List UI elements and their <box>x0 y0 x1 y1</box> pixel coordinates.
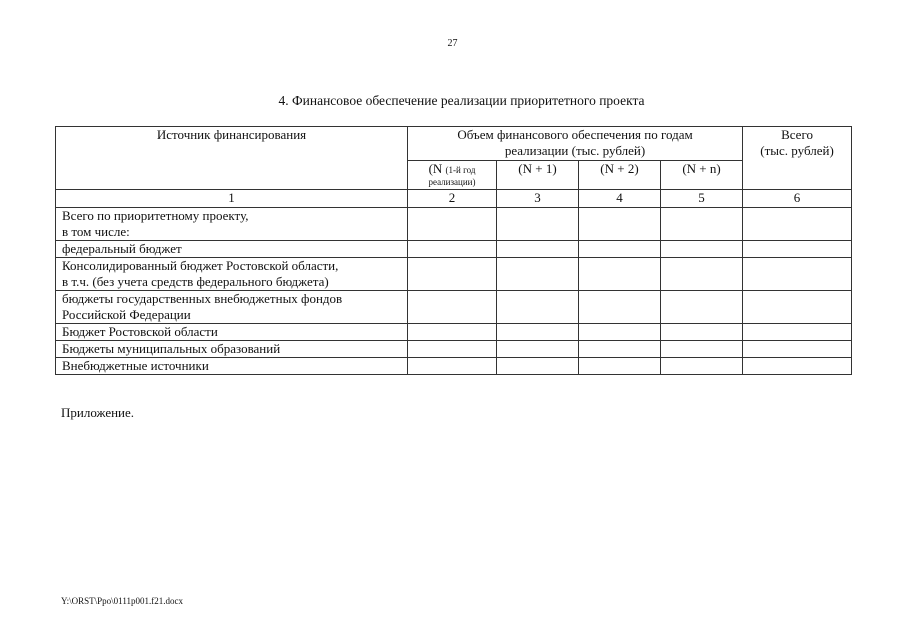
empty-value-cell <box>579 341 661 358</box>
row-label <box>56 324 408 341</box>
table-row <box>56 291 852 324</box>
empty-value-cell <box>661 208 743 241</box>
empty-value-cell <box>579 258 661 291</box>
row-label <box>56 291 408 324</box>
empty-value-cell <box>408 324 497 341</box>
header-year-1-note-line1: (1-й год <box>445 165 476 175</box>
empty-value-cell <box>579 358 661 375</box>
empty-value-cell <box>743 291 852 324</box>
column-number: 2 <box>408 190 497 208</box>
empty-value-cell <box>661 291 743 324</box>
row-label-line1: Внебюджетные источники <box>62 358 209 373</box>
empty-value-cell <box>743 324 852 341</box>
header-year-2: (N + 1) <box>497 161 579 190</box>
row-label <box>56 208 408 241</box>
header-year-3: (N + 2) <box>579 161 661 190</box>
empty-value-cell <box>579 324 661 341</box>
header-volume <box>408 127 743 161</box>
header-source-label: Источник финансирования <box>156 127 307 142</box>
empty-value-cell <box>743 358 852 375</box>
empty-value-cell <box>661 258 743 291</box>
row-label <box>56 358 408 375</box>
row-label <box>56 258 408 291</box>
empty-value-cell <box>408 258 497 291</box>
row-label-line2: в т.ч. (без учета средств федерального бюджета) <box>62 274 329 289</box>
column-number: 3 <box>497 190 579 208</box>
attachment-label: Приложение. <box>61 405 135 420</box>
table-row <box>56 341 852 358</box>
empty-value-cell <box>743 208 852 241</box>
empty-value-cell <box>497 258 579 291</box>
column-number: 5 <box>661 190 743 208</box>
row-label <box>56 241 408 258</box>
empty-value-cell <box>497 341 579 358</box>
empty-value-cell <box>743 258 852 291</box>
header-year-4: (N + n) <box>661 161 743 190</box>
header-year-1 <box>408 161 497 190</box>
table-row <box>56 208 852 241</box>
table-row <box>56 258 852 291</box>
header-volume-line1: Объем финансового обеспечения по годам <box>457 127 693 142</box>
row-label-line1: федеральный бюджет <box>62 241 182 256</box>
section-title: 4. Финансовое обеспечение реализации приоритетного проекта <box>278 93 645 108</box>
empty-value-cell <box>579 241 661 258</box>
header-total <box>743 127 852 190</box>
table-row <box>56 324 852 341</box>
empty-value-cell <box>743 241 852 258</box>
header-year-1-note-line2: реализации) <box>428 177 476 187</box>
header-total-line2: (тыс. рублей) <box>760 143 834 158</box>
empty-value-cell <box>497 291 579 324</box>
empty-value-cell <box>497 324 579 341</box>
header-source <box>56 127 408 190</box>
empty-value-cell <box>497 241 579 258</box>
table-row <box>56 358 852 375</box>
empty-value-cell <box>579 291 661 324</box>
row-label <box>56 341 408 358</box>
empty-value-cell <box>661 241 743 258</box>
funding-table <box>55 126 852 375</box>
empty-value-cell <box>497 358 579 375</box>
empty-value-cell <box>743 341 852 358</box>
empty-value-cell <box>661 341 743 358</box>
empty-value-cell <box>408 208 497 241</box>
column-number-row <box>56 190 852 208</box>
page-number: 27 <box>447 38 458 49</box>
header-volume-line2: реализации (тыс. рублей) <box>504 143 646 158</box>
empty-value-cell <box>408 241 497 258</box>
row-label-line2: в том числе: <box>62 224 130 239</box>
column-number: 4 <box>579 190 661 208</box>
empty-value-cell <box>661 324 743 341</box>
row-label-line1: Бюджет Ростовской области <box>62 324 218 339</box>
column-number: 1 <box>56 190 408 208</box>
column-number: 6 <box>743 190 852 208</box>
row-label-line2: Российской Федерации <box>62 307 191 322</box>
empty-value-cell <box>497 208 579 241</box>
file-path: Y:\ORST\Ppo\0111p001.f21.docx <box>61 596 184 606</box>
empty-value-cell <box>408 291 497 324</box>
empty-value-cell <box>408 358 497 375</box>
empty-value-cell <box>408 341 497 358</box>
row-label-line1: Всего по приоритетному проекту, <box>62 208 249 223</box>
empty-value-cell <box>661 358 743 375</box>
header-year-1-main: (N <box>428 161 443 176</box>
row-label-line1: бюджеты государственных внебюджетных фондов <box>62 291 343 306</box>
row-label-line1: Бюджеты муниципальных образований <box>62 341 281 356</box>
empty-value-cell <box>579 208 661 241</box>
table-row <box>56 241 852 258</box>
row-label-line1: Консолидированный бюджет Ростовской области, <box>62 258 339 273</box>
header-total-line1: Всего <box>781 127 813 142</box>
